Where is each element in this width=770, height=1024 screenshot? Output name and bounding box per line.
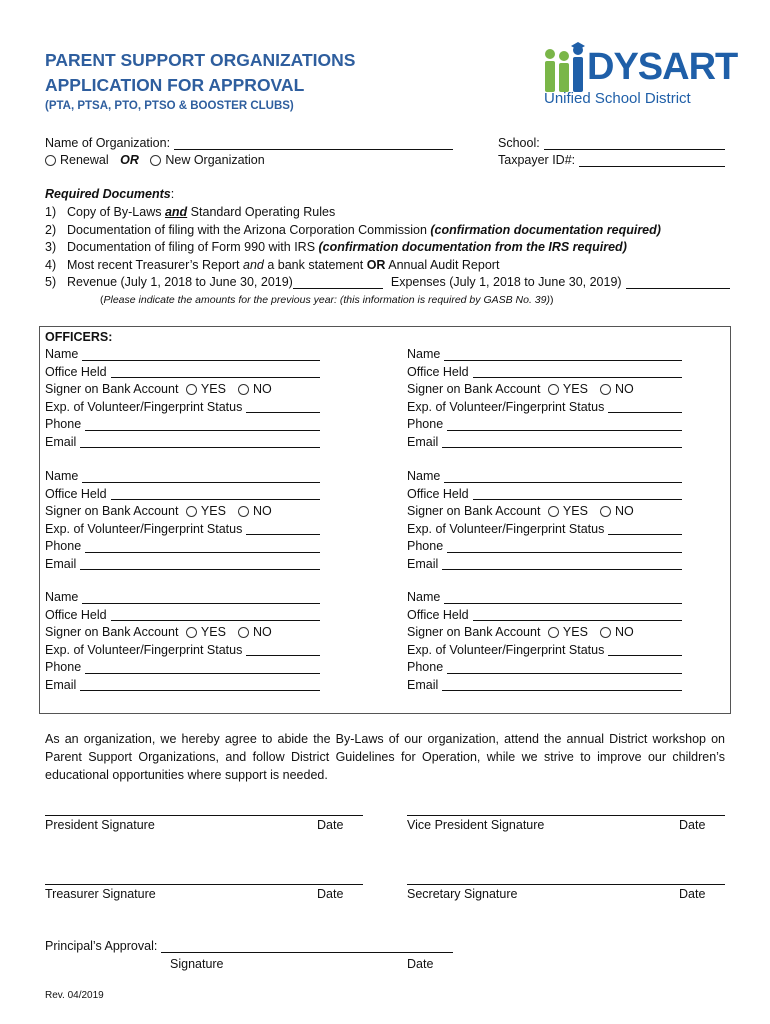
officer-exp-input[interactable] <box>246 655 320 656</box>
president-signature-line[interactable] <box>45 815 363 816</box>
required-item: 5) Revenue (July 1, 2018 to June 30, 2019) Expenses (July 1, 2018 to June 30, 2019) <box>45 274 735 292</box>
officer-office-field: Office Held <box>45 486 320 504</box>
or-text: OR <box>120 153 139 167</box>
officer-block <box>407 346 682 451</box>
required-list <box>45 204 735 292</box>
officer-name-field: Name <box>45 346 320 364</box>
officer-name-field: Name <box>407 346 682 364</box>
officer-name-field: Name <box>45 468 320 486</box>
officer-exp-input[interactable] <box>608 655 682 656</box>
officer-block <box>45 468 320 573</box>
principal-approval-input[interactable] <box>161 952 453 953</box>
officer-phone-input[interactable] <box>85 552 320 553</box>
officer-phone-input[interactable] <box>447 552 682 553</box>
signer-no-radio[interactable] <box>600 384 611 395</box>
officer-exp-field: Exp. of Volunteer/Fingerprint Status <box>407 521 682 539</box>
treasurer-signature-line[interactable] <box>45 884 363 885</box>
renewal-radio[interactable] <box>45 155 56 166</box>
officer-exp-input[interactable] <box>246 412 320 413</box>
page-title-line1: PARENT SUPPORT ORGANIZATIONS <box>45 50 356 70</box>
officer-exp-field: Exp. of Volunteer/Fingerprint Status <box>45 399 320 417</box>
officer-name-input[interactable] <box>444 482 682 483</box>
officer-name-field: Name <box>407 468 682 486</box>
officer-email-input[interactable] <box>80 447 320 448</box>
president-date-label: Date <box>317 818 344 832</box>
secretary-signature-line[interactable] <box>407 884 725 885</box>
officer-name-field: Name <box>407 589 682 607</box>
officer-email-input[interactable] <box>442 690 682 691</box>
officer-exp-input[interactable] <box>246 534 320 535</box>
secretary-signature-label: Secretary Signature <box>407 887 518 901</box>
officer-signer-field: Signer on Bank Account YES NO <box>45 504 272 518</box>
officer-signer-field: Signer on Bank Account YES NO <box>45 625 272 639</box>
page-subtitle: (PTA, PTSA, PTO, PTSO & BOOSTER CLUBS) <box>45 100 294 112</box>
school-field: School: <box>498 135 725 153</box>
president-signature-label: President Signature <box>45 818 155 832</box>
required-item: 2) Documentation of filing with the Arizona Corporation Commission (confirmation documentation required) <box>45 222 661 237</box>
officer-email-input[interactable] <box>442 447 682 448</box>
revenue-note: (Please indicate the amounts for the previous year: (this information is required by GASB No. 39)) <box>100 294 554 306</box>
officer-office-field: Office Held <box>45 607 320 625</box>
signer-no-radio[interactable] <box>238 506 249 517</box>
signer-yes-radio[interactable] <box>548 627 559 638</box>
signer-yes-radio[interactable] <box>186 506 197 517</box>
vp-signature-label: Vice President Signature <box>407 818 545 832</box>
officer-office-input[interactable] <box>111 377 320 378</box>
officer-signer-field: Signer on Bank Account YES NO <box>407 625 634 639</box>
signer-yes-radio[interactable] <box>548 506 559 517</box>
agreement-text: As an organization, we hereby agree to abide the By-Laws of our organization, attend the annual District workshop on Parent Support Organizations, and follow District Guidelines for Operation, while we strive to improve our children’s educational opportunities where support is needed. <box>45 732 725 782</box>
required-item: 3) Documentation of filing of Form 990 with IRS (confirmation documentation from the IRS required) <box>45 240 627 254</box>
officer-office-field: Office Held <box>407 607 682 625</box>
officer-block <box>407 589 682 694</box>
officer-email-field: Email <box>407 677 682 695</box>
officer-office-input[interactable] <box>473 620 682 621</box>
signer-yes-radio[interactable] <box>186 627 197 638</box>
revenue-input[interactable] <box>293 288 383 289</box>
logo-subtitle: Unified School District <box>544 90 691 107</box>
revision-label: Rev. 04/2019 <box>45 990 104 1001</box>
officer-office-input[interactable] <box>111 499 320 500</box>
taxpayer-input[interactable] <box>579 166 725 167</box>
officer-block <box>45 346 320 451</box>
officer-phone-field: Phone <box>45 416 320 434</box>
officer-office-input[interactable] <box>473 377 682 378</box>
officer-name-input[interactable] <box>444 603 682 604</box>
required-heading: Required Documents: <box>45 187 175 201</box>
officer-signer-field: Signer on Bank Account YES NO <box>407 504 634 518</box>
officer-email-input[interactable] <box>80 569 320 570</box>
officer-exp-input[interactable] <box>608 412 682 413</box>
officer-office-field: Office Held <box>407 486 682 504</box>
officer-name-input[interactable] <box>82 603 320 604</box>
principal-date-caption: Date <box>407 957 434 971</box>
officers-heading: OFFICERS: <box>45 330 113 344</box>
officer-email-input[interactable] <box>80 690 320 691</box>
officer-exp-field: Exp. of Volunteer/Fingerprint Status <box>45 521 320 539</box>
officer-phone-field: Phone <box>407 659 682 677</box>
signer-no-radio[interactable] <box>600 506 611 517</box>
officer-name-input[interactable] <box>82 360 320 361</box>
officer-phone-field: Phone <box>45 538 320 556</box>
page-title-line2: APPLICATION FOR APPROVAL <box>45 75 305 95</box>
officer-phone-field: Phone <box>45 659 320 677</box>
officer-email-field: Email <box>45 677 320 695</box>
officer-email-field: Email <box>45 434 320 452</box>
secretary-date-label: Date <box>679 887 706 901</box>
officer-phone-field: Phone <box>407 538 682 556</box>
officer-block <box>407 468 682 573</box>
officer-signer-field: Signer on Bank Account YES NO <box>407 382 634 396</box>
officer-name-input[interactable] <box>444 360 682 361</box>
officer-phone-input[interactable] <box>447 430 682 431</box>
officer-block <box>45 589 320 694</box>
org-name-input[interactable] <box>174 149 453 150</box>
district-logo <box>540 40 738 110</box>
principal-approval-field: Principal’s Approval: <box>45 938 453 956</box>
vp-date-label: Date <box>679 818 706 832</box>
new-organization-radio[interactable] <box>150 155 161 166</box>
treasurer-signature-label: Treasurer Signature <box>45 887 156 901</box>
officer-exp-field: Exp. of Volunteer/Fingerprint Status <box>407 399 682 417</box>
org-name-field: Name of Organization: <box>45 135 453 153</box>
officer-name-input[interactable] <box>82 482 320 483</box>
officer-phone-input[interactable] <box>85 673 320 674</box>
required-item: 1) Copy of By-Laws and Standard Operating Rules <box>45 205 336 219</box>
officer-signer-field: Signer on Bank Account YES NO <box>45 382 272 396</box>
officer-office-input[interactable] <box>111 620 320 621</box>
signer-no-radio[interactable] <box>238 627 249 638</box>
signer-yes-radio[interactable] <box>548 384 559 395</box>
required-item: 4) Most recent Treasurer’s Report and a bank statement OR Annual Audit Report <box>45 257 500 272</box>
signer-no-radio[interactable] <box>238 384 249 395</box>
officer-exp-field: Exp. of Volunteer/Fingerprint Status <box>407 642 682 660</box>
logo-brand: DYSART <box>587 46 738 88</box>
officer-email-field: Email <box>407 556 682 574</box>
treasurer-date-label: Date <box>317 887 344 901</box>
officer-phone-field: Phone <box>407 416 682 434</box>
officer-phone-input[interactable] <box>447 673 682 674</box>
officer-exp-field: Exp. of Volunteer/Fingerprint Status <box>45 642 320 660</box>
officer-phone-input[interactable] <box>85 430 320 431</box>
signer-no-radio[interactable] <box>600 627 611 638</box>
org-type-options: Renewal OR New Organization <box>45 152 265 170</box>
officer-exp-input[interactable] <box>608 534 682 535</box>
officer-name-field: Name <box>45 589 320 607</box>
officer-email-field: Email <box>45 556 320 574</box>
taxpayer-field: Taxpayer ID#: <box>498 152 725 170</box>
officer-email-input[interactable] <box>442 569 682 570</box>
expenses-input[interactable] <box>626 288 730 289</box>
principal-signature-caption: Signature <box>170 957 224 971</box>
signer-yes-radio[interactable] <box>186 384 197 395</box>
officer-office-field: Office Held <box>45 364 320 382</box>
vp-signature-line[interactable] <box>407 815 725 816</box>
officer-office-field: Office Held <box>407 364 682 382</box>
officer-email-field: Email <box>407 434 682 452</box>
school-input[interactable] <box>544 149 725 150</box>
officer-office-input[interactable] <box>473 499 682 500</box>
